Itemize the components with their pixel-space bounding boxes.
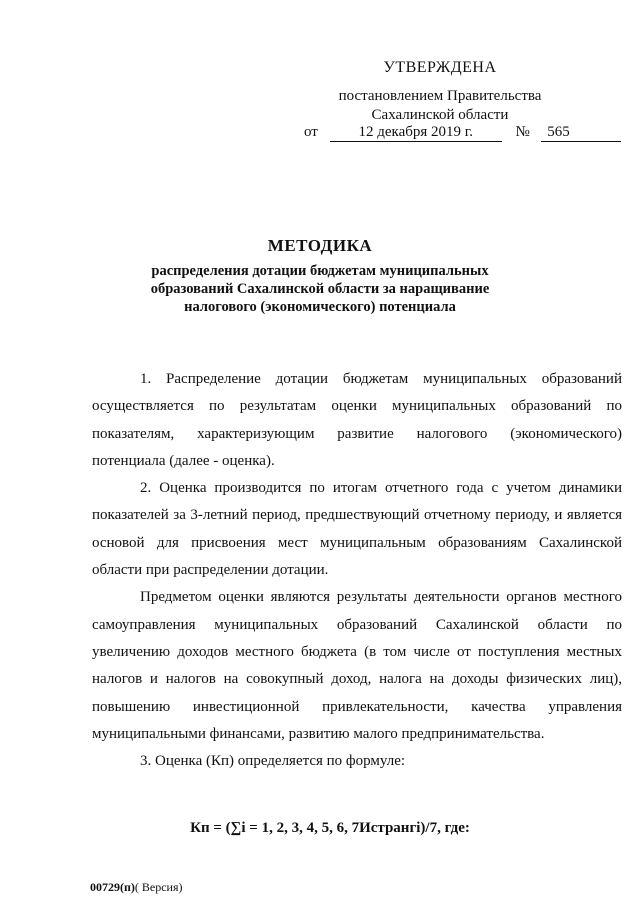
document-body xyxy=(92,366,622,775)
paragraph-2: 2. Оценка производится по итогам отчетного года с учетом динамики показателей за 3-летний период, предшествующий отчетному периоду, и является основой для присвоения мест муниципальным образованиям Сахалинской области при распределении дотации. xyxy=(92,480,622,579)
document-footer xyxy=(90,880,183,895)
approval-from-label: от xyxy=(304,124,318,140)
paragraph-3: Предметом оценки являются результаты деятельности органов местного самоуправления муниципальных образований Сахалинской области по увеличению доходов местного бюджета (в том числе от поступления местных налогов и налогов на совокупный доход, налога на доходы физических лиц), повышению инвестиционной привлекательности, качества управления муниципальными финансами, развитию малого предпринимательства. xyxy=(92,589,622,742)
formula: Кп = (∑i = 1, 2, 3, 4, 5, 6, 7Истрангi)/7, где: xyxy=(190,820,470,836)
approval-title: УТВЕРЖДЕНА xyxy=(383,59,497,76)
heading-subtitle-line-1: распределения дотации бюджетам муниципальных xyxy=(151,263,489,279)
heading-subtitle-line-2: образований Сахалинской области за наращивание xyxy=(150,281,490,297)
approval-number: 565 xyxy=(541,123,621,142)
approval-date: 12 декабря 2019 г. xyxy=(330,123,502,142)
heading-title: МЕТОДИКА xyxy=(267,236,373,255)
approval-date-row xyxy=(304,123,624,142)
approval-block xyxy=(310,58,570,125)
methodology-heading xyxy=(120,236,520,316)
footer-version: ( Версия) xyxy=(134,880,183,894)
approval-number-sign: № xyxy=(515,124,530,140)
paragraph-1: 1. Распределение дотации бюджетам муниципальных образований осуществляется по результатам оценки муниципальных образований по показателям, характеризующим развитие налогового (экономического) потенциала (далее - оценка). xyxy=(92,371,622,469)
heading-subtitle-line-3: налогового (экономического) потенциала xyxy=(184,299,456,315)
formula-line xyxy=(0,820,640,837)
paragraph-4: 3. Оценка (Кп) определяется по формуле: xyxy=(140,753,406,770)
footer-code: 00729(п) xyxy=(90,880,135,894)
approval-line-1: постановлением Правительства xyxy=(338,88,542,104)
approval-line-2: Сахалинской области xyxy=(371,107,509,123)
